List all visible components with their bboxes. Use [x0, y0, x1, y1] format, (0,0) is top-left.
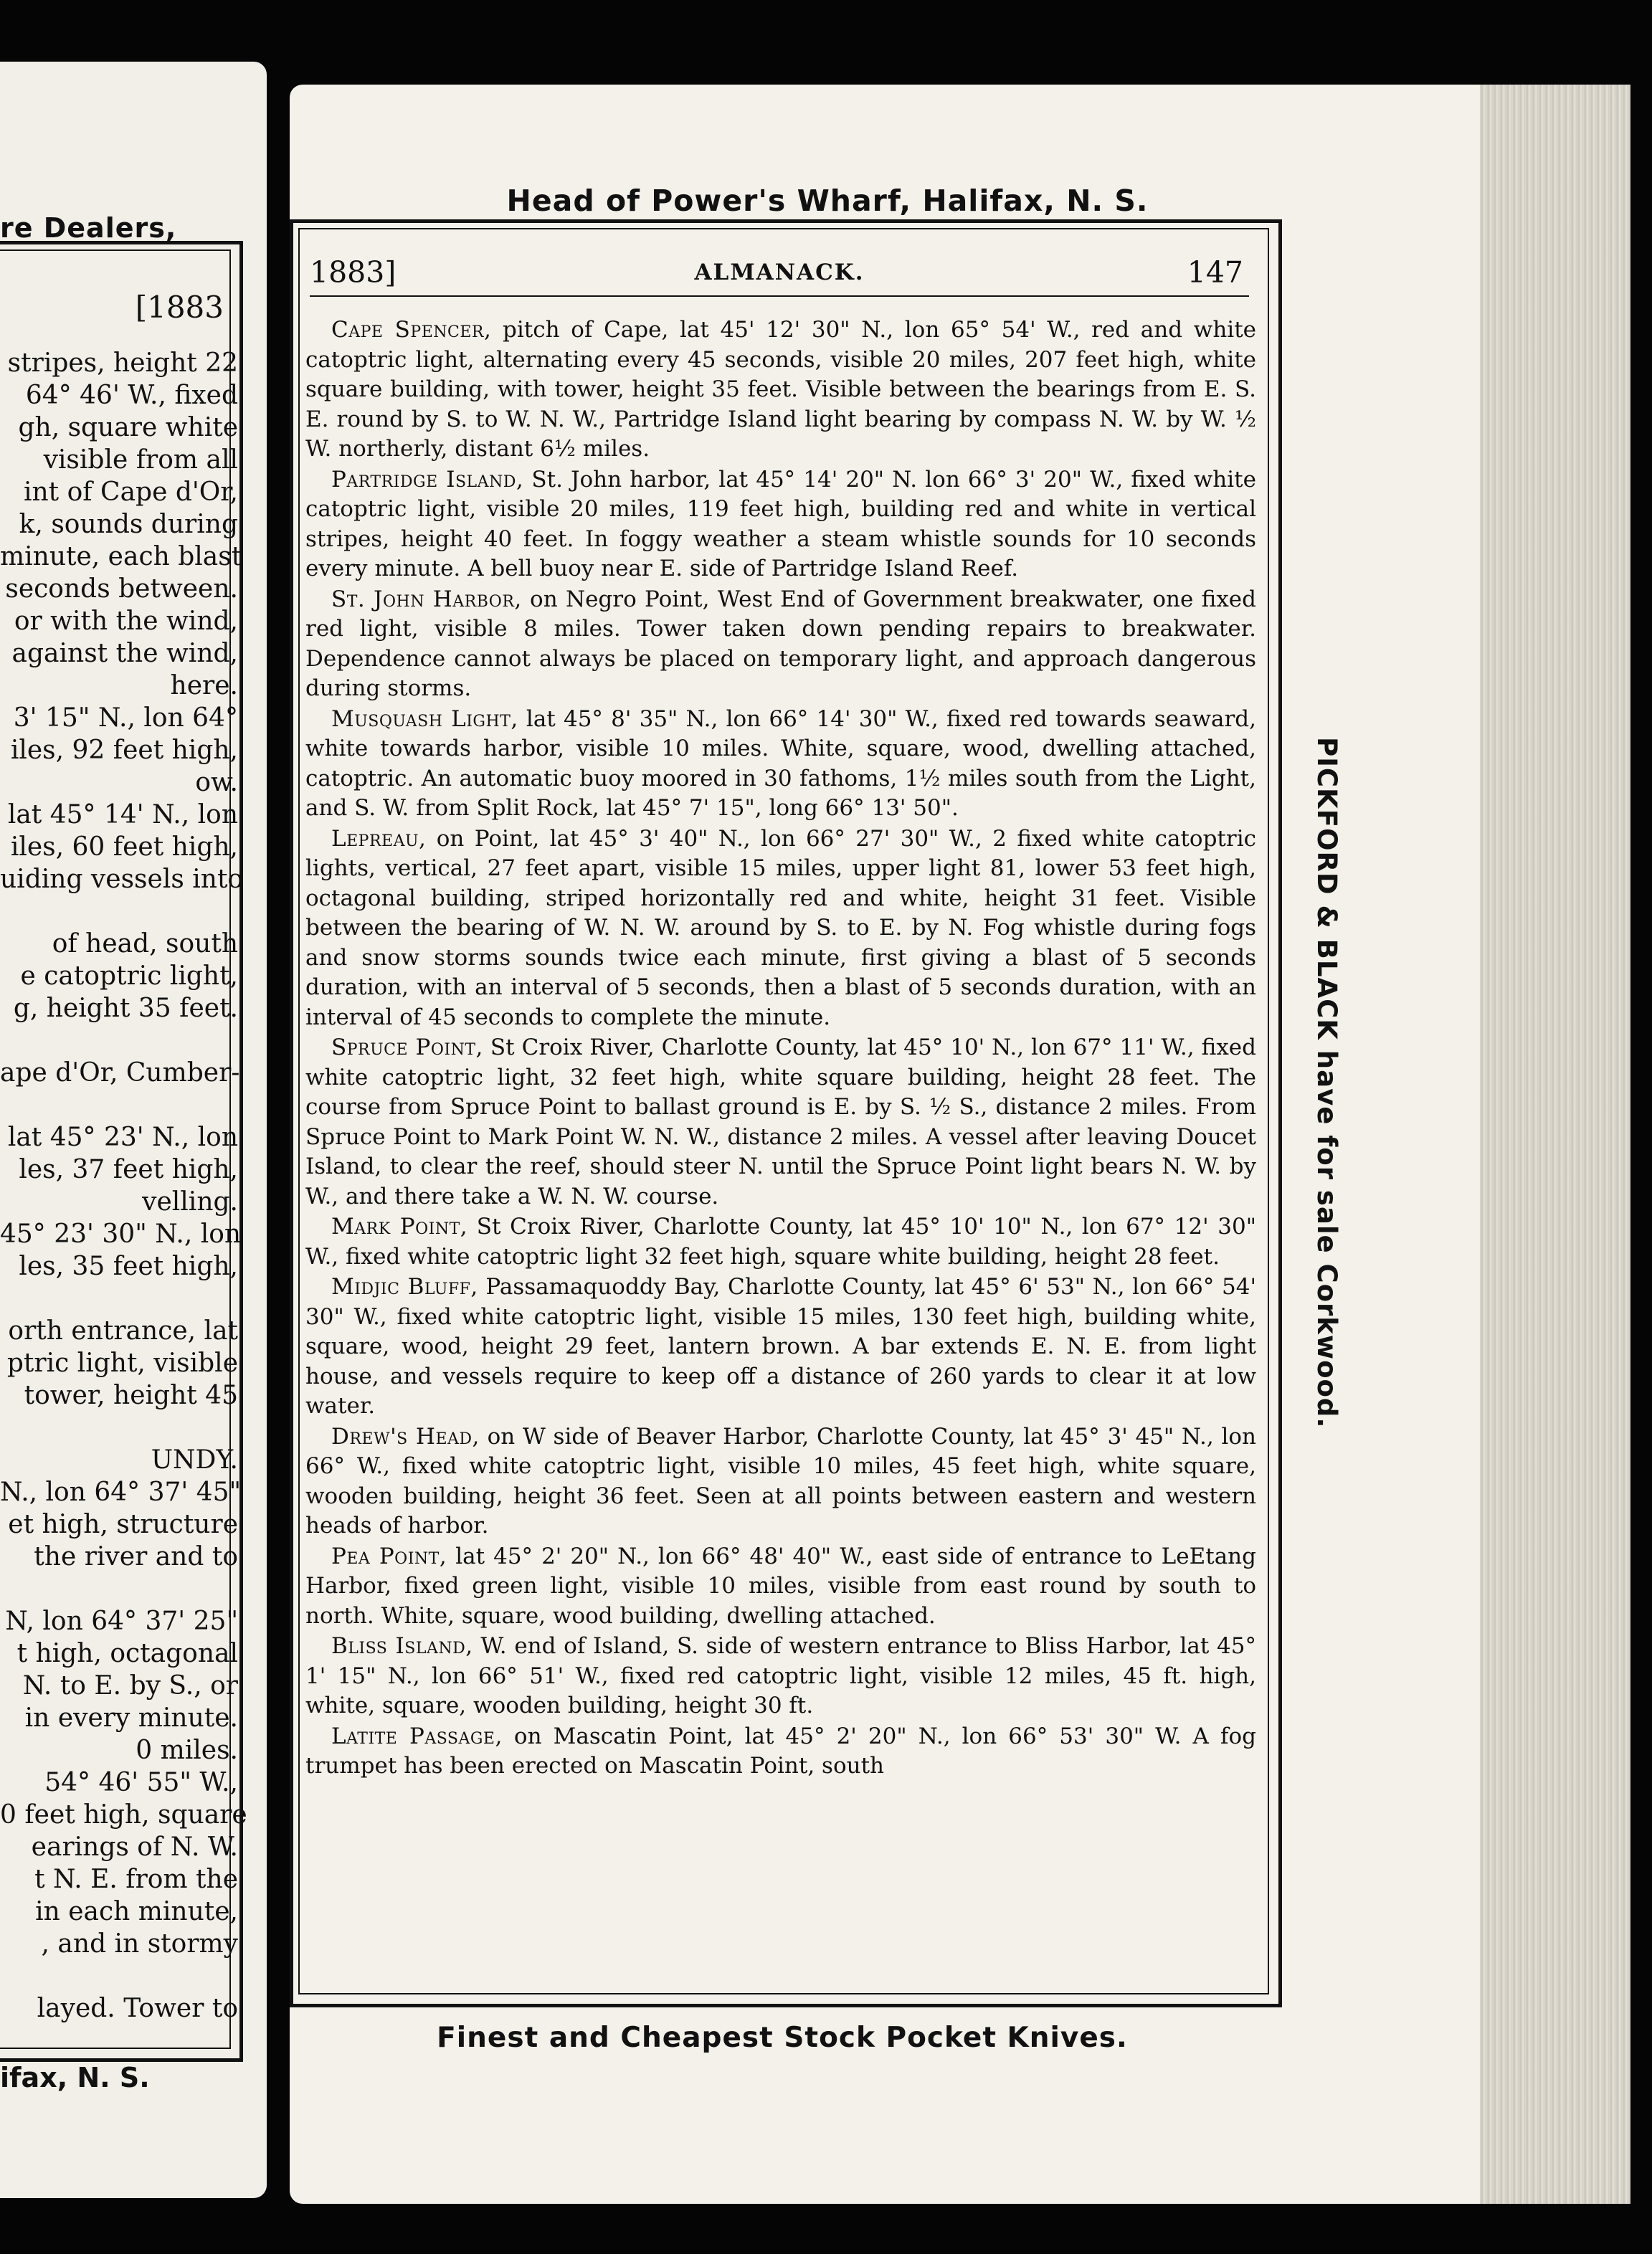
entry-name: Latite Passage,	[331, 1723, 503, 1749]
entry-name: Drew's Head,	[331, 1423, 480, 1450]
entry-text: lat 45° 8' 35" N., lon 66° 14' 30" W., fixed red towards seaward, white towards harbor, visible 10 miles. White, square, wood, dwelling attached, catoptric. An automatic buoy moored in 30 fathoms, 1½ miles south from the Light, and S. W. from Split Rock, lat 45° 7' 15", long 66° 13' 50".	[305, 705, 1256, 821]
left-page-line: tower, height 45	[24, 1381, 238, 1410]
entry-musquash-light	[305, 705, 1256, 824]
left-page-heading: re Dealers,	[0, 212, 177, 244]
left-page-line: N, lon 64° 37' 25"	[5, 1607, 238, 1636]
entry-cape-spencer	[305, 315, 1256, 465]
left-page-line: int of Cape d'Or,	[23, 477, 238, 507]
header-title: ALMANACK.	[694, 260, 865, 285]
entry-name: Lepreau,	[331, 825, 427, 852]
entry-name: Mark Point,	[331, 1214, 468, 1240]
entry-spruce-point	[305, 1033, 1256, 1212]
lighthouse-entries	[305, 315, 1256, 1990]
left-page-line: seconds between.	[5, 574, 238, 604]
entry-text: on Mascatin Point, lat 45° 2' 20" N., lon 66° 53' 30" W. A fog trumpet has been erected on Mascatin Point, south	[305, 1723, 1256, 1779]
entry-drews-head	[305, 1422, 1256, 1541]
page-header	[310, 255, 1249, 297]
entry-latite-passage	[305, 1722, 1256, 1782]
entry-text: pitch of Cape, lat 45' 12' 30" N., lon 65° 54' W., red and white catoptric light, alternating every 45 seconds, visible 20 miles, 207 feet high, white square building, with tower, height 35 feet. Visible between the bearings from E. S. E. round by S. to W. N. W., Partridge Island light bearing by compass N. W. by W. ½ W. northerly, distant 6½ miles.	[305, 317, 1256, 462]
left-page-line: gh, square white	[18, 413, 238, 442]
entry-text: lat 45° 2' 20" N., lon 66° 48' 40" W., east side of entrance to LeEtang Harbor, fixed green light, visible 10 miles, visible from east round by south to north. White, square, wood building, dwelling attached.	[305, 1543, 1256, 1629]
left-page-line: 0 miles.	[136, 1736, 238, 1765]
left-page-line: lat 45° 23' N., lon	[7, 1123, 238, 1152]
entry-text: St. John harbor, lat 45° 14' 20" N. lon 66° 3' 20" W., fixed white catoptric light, visible 20 miles, 119 feet high, building red and white in vertical stripes, height 40 feet. In foggy weather a steam whistle sounds for 10 seconds every minute. A bell buoy near E. side of Partridge Island Reef.	[305, 466, 1256, 581]
entry-text: on Point, lat 45° 3' 40" N., lon 66° 27' 30" W., 2 fixed white catoptric lights, vertical, 27 feet apart, visible 15 miles, upper light 81, lower 53 feet high, octagonal building, striped horizontally red and white, height 31 feet. Visible between the bearing of W. N. W. around by S. to E. by N. Fog whistle during fogs and snow storms sounds twice each minute, first giving a blast of 5 seconds duration, with an interval of 5 seconds, then a blast of 5 seconds duration, with an interval of 45 seconds to complete the minute.	[305, 825, 1256, 1030]
left-page-line: uiding vessels into	[0, 865, 244, 894]
left-page-line: of head, south	[52, 929, 238, 959]
left-page-line: ptric light, visible	[6, 1349, 238, 1378]
left-page-line: et high, structure	[8, 1510, 238, 1539]
left-page-line: 3' 15" N., lon 64°	[13, 703, 238, 733]
entry-name: Bliss Island,	[331, 1633, 473, 1659]
entry-mark-point	[305, 1212, 1256, 1272]
left-page-line: stripes, height 22	[7, 348, 238, 378]
entry-text: on W side of Beaver Harbor, Charlotte County, lat 45° 3' 45" N., lon 66° W., fixed white catoptric light, visible 10 miles, 45 feet high, white square, wooden building, height 36 feet. Seen at all points between eastern and western heads of harbor.	[305, 1423, 1256, 1539]
entry-text: on Negro Point, West End of Government breakwater, one fixed red light, visible 8 miles. Tower taken down pending repairs to breakwater. Dependence cannot always be placed on temporary light, and approach dangerous during storms.	[305, 586, 1256, 701]
left-page-line: visible from all	[43, 445, 238, 475]
entry-text: W. end of Island, S. side of western entrance to Bliss Harbor, lat 45° 1' 15" N., lon 66° 51' W., fixed red catoptric light, visible 12 miles, 45 ft. high, white, square, wooden building, height 30 ft.	[305, 1633, 1256, 1718]
left-page-line: ape d'Or, Cumber-	[0, 1058, 240, 1088]
left-page-line: layed. Tower to	[37, 1994, 238, 2023]
left-page-line: or with the wind,	[14, 607, 238, 636]
left-page-line: UNDY.	[151, 1445, 238, 1475]
left-page-line: g, height 35 feet.	[13, 994, 238, 1023]
left-page-line: N., lon 64° 37' 45"	[0, 1478, 242, 1507]
left-page-footer: ifax, N. S.	[0, 2062, 150, 2093]
entry-partridge-island	[305, 465, 1256, 584]
left-page-line: orth entrance, lat	[8, 1316, 238, 1346]
left-page-line: t N. E. from the	[34, 1865, 238, 1894]
left-page-line: t high, octagonal	[16, 1639, 238, 1668]
entry-text: St Croix River, Charlotte County, lat 45° 10' 10" N., lon 67° 12' 30" W., fixed white catoptric light 32 feet high, square white building, height 28 feet.	[305, 1214, 1256, 1270]
entry-name: Pea Point,	[331, 1543, 447, 1569]
left-page-line: lat 45° 14' N., lon	[7, 800, 238, 829]
entry-name: Musquash Light,	[331, 705, 518, 732]
page-edge	[1480, 85, 1630, 2204]
entry-name: Partridge Island,	[331, 466, 524, 493]
left-page-year: [1883	[135, 290, 224, 325]
left-page-line: ow.	[195, 768, 238, 797]
left-page-line: les, 37 feet high,	[19, 1155, 238, 1184]
left-page-line: les, 35 feet high,	[19, 1252, 238, 1281]
left-page-line: 0 feet high, square	[0, 1800, 247, 1830]
footer-advertisement: Finest and Cheapest Stock Pocket Knives.	[437, 2022, 1128, 2054]
left-page-line: N. to E. by S., or	[22, 1671, 238, 1701]
left-page-line: velling.	[142, 1187, 238, 1217]
entry-name: St. John Harbor,	[331, 586, 522, 612]
left-page-line: minute, each blast	[0, 542, 242, 571]
entry-bliss-island	[305, 1632, 1256, 1721]
entry-text: Passamaquoddy Bay, Charlotte County, lat 45° 6' 53" N., lon 66° 54' 30" W., fixed white catoptric light, visible 15 miles, 130 feet high, building white, square, wood, height 29 feet, lantern brown. A bar extends E. N. E. from light house, and vessels require to keep off a distance of 260 yards to clear it at low water.	[305, 1274, 1256, 1419]
left-page-line: , and in stormy	[41, 1929, 238, 1959]
entry-midjic-bluff	[305, 1273, 1256, 1422]
entry-text: St Croix River, Charlotte County, lat 45° 10' N., lon 67° 11' W., fixed white catoptric light, 32 feet high, white square building, height 28 feet. The course from Spruce Point to ballast ground is E. by S. ½ S., distance 2 miles. From Spruce Point to Mark Point W. N. W., distance 2 miles. A vessel after leaving Doucet Island, to clear the reef, should steer N. until the Spruce Point light bears N. W. by W., and there take a W. N. W. course.	[305, 1035, 1256, 1209]
entry-lepreau	[305, 824, 1256, 1033]
running-head: Head of Power's Wharf, Halifax, N. S.	[506, 184, 1149, 218]
left-page-line: e catoptric light,	[20, 961, 238, 991]
left-page-line: k, sounds during	[19, 510, 238, 539]
page-number: 147	[1187, 255, 1243, 290]
entry-name: Midjic Bluff,	[331, 1274, 478, 1300]
left-page-line: against the wind,	[11, 639, 238, 668]
left-page-line: 64° 46' W., fixed	[25, 381, 238, 410]
entry-pea-point	[305, 1542, 1256, 1632]
left-page-line: in each minute,	[35, 1897, 238, 1926]
entry-name: Cape Spencer,	[331, 317, 492, 343]
left-page-line: earings of N. W.	[31, 1832, 238, 1862]
left-page-line: here.	[170, 671, 238, 700]
right-page	[290, 85, 1630, 2204]
left-page-line: iles, 92 feet high,	[10, 736, 238, 765]
left-page-line: in every minute.	[24, 1703, 238, 1733]
side-advertisement: PICKFORD & BLACK have for sale Corkwood.	[1311, 737, 1342, 1429]
entry-name: Spruce Point,	[331, 1035, 483, 1060]
header-year: 1883]	[310, 255, 397, 290]
left-page	[0, 62, 267, 2198]
entry-st-john-harbor	[305, 585, 1256, 704]
left-page-line: 54° 46' 55" W.,	[44, 1768, 238, 1797]
left-page-line: iles, 60 feet high,	[10, 832, 238, 862]
left-page-line: the river and to	[34, 1542, 238, 1571]
left-page-line: 45° 23' 30" N., lon	[0, 1219, 242, 1249]
